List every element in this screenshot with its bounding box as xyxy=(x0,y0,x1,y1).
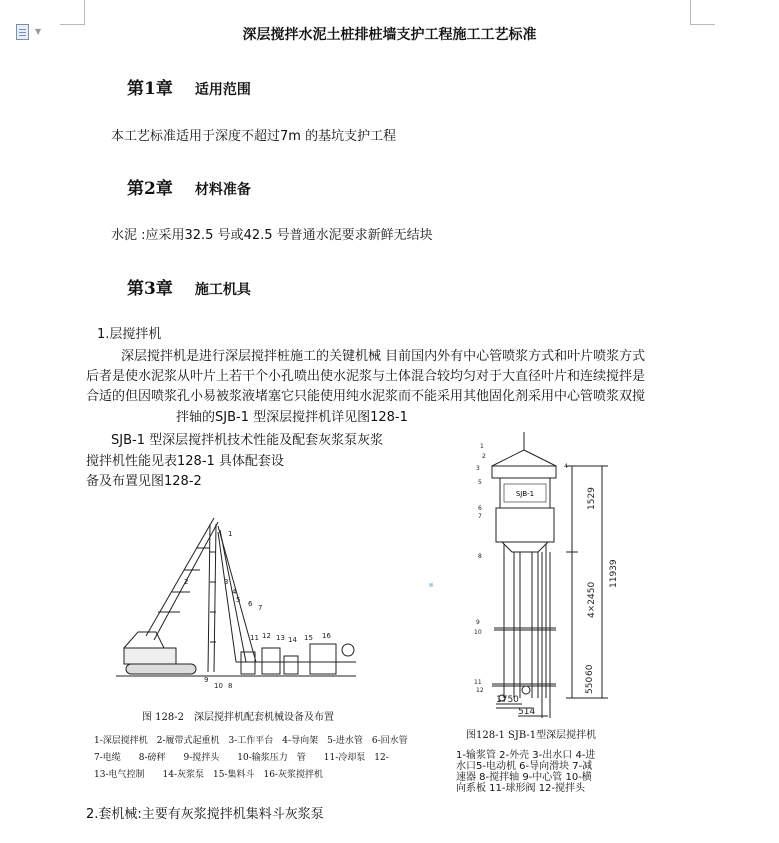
body-line: 搅拌机性能见表128-1 具体配套设 xyxy=(86,454,284,469)
figure-label: 6 xyxy=(478,505,482,512)
figure-legend-line: 1-输浆管 2-外壳 3-出水口 4-进 xyxy=(456,750,596,761)
figure-label: 12 xyxy=(476,687,484,694)
dimension-label: 4×2450 xyxy=(587,581,597,618)
dimension-label: 1529 xyxy=(587,487,597,510)
chapter-name: 适用范围 xyxy=(194,82,251,98)
body-line: 后者是使水泥浆从叶片上若干个小孔喷出使水泥浆与土体混合较均匀对于大直径叶片和连续搅拌是 xyxy=(86,369,646,384)
body-line: 拌轴的SJB-1 型深层搅拌机详见图128-1 xyxy=(176,410,408,425)
figure-label: 3 xyxy=(224,578,229,586)
figure-label: 3 xyxy=(476,465,480,472)
figure-label: 16 xyxy=(322,632,331,640)
figure-legend xyxy=(456,750,636,794)
figure-label: 5 xyxy=(478,479,482,486)
body-line: SJB-1 型深层搅拌机技术性能及配套灰浆泵灰浆 xyxy=(111,433,384,448)
figure-label: 8 xyxy=(478,553,482,560)
figure-legend-line: 水口5-电动机 6-导向滑块 7-减 xyxy=(456,761,593,772)
figure-legend-line: 向系板 11-球形阀 12-搅拌头 xyxy=(456,783,586,794)
figure-label: 1 xyxy=(228,530,233,538)
figure-legend-line: 13-电气控制 14-灰浆泵 15-集料斗 16-灰浆搅拌机 xyxy=(94,770,323,780)
dimension-label: 11939 xyxy=(609,559,619,588)
figure-caption: 图 128-2 深层搅拌机配套机械设备及布置 xyxy=(142,712,335,723)
chapter-number: 第3章 xyxy=(127,279,173,299)
dimension-label: 60 xyxy=(585,664,595,676)
chapter-number: 第2章 xyxy=(127,179,173,199)
figure-label: 2 xyxy=(482,453,486,460)
dimension-label: 514 xyxy=(518,707,536,717)
figure-label: 9 xyxy=(476,619,480,626)
figure-label: 6 xyxy=(248,600,253,608)
dimension-label: 1750 xyxy=(496,695,519,705)
chevron-down-icon[interactable]: ▼ xyxy=(35,27,42,36)
figure-label: 7 xyxy=(258,604,263,612)
body-line: 深层搅拌机是进行深层搅拌桩施工的关键机械 目前国内外有中心管喷浆方式和叶片喷浆方式 xyxy=(121,349,646,364)
mixer-diagram-figure xyxy=(452,428,632,798)
figure-label: 1 xyxy=(480,443,484,450)
figure-label: 13 xyxy=(276,634,285,642)
figure-legend-line: 速器 8-搅拌轴 9-中心管 10-横 xyxy=(456,772,592,783)
figure-label: 9 xyxy=(204,676,209,684)
margin-corner-left xyxy=(60,0,85,25)
figure-label: 15 xyxy=(304,634,313,642)
chapter-name: 施工机具 xyxy=(194,282,251,298)
body-line: 备及布置见图128-2 xyxy=(86,474,202,489)
figure-label: 12 xyxy=(262,632,271,640)
motor-label: SJB-1 xyxy=(515,490,535,498)
figure-label: 4 xyxy=(232,588,237,596)
figure-label: 10 xyxy=(474,629,482,636)
item-1-heading: 1.层搅拌机 xyxy=(97,327,162,342)
figure-label: 8 xyxy=(228,682,233,690)
chapter-3-heading xyxy=(127,274,251,299)
figure-label: 2 xyxy=(184,578,189,586)
figure-legend-line: 1-深层搅拌机 2-履带式起重机 3-工作平台 4-导向架 5-进水管 6-回水管 xyxy=(94,736,408,746)
figure-label: 11 xyxy=(474,679,482,686)
figure-legend-line: 7-电缆 8-磅秤 9-搅拌头 10-输浆压力 管 11-冷却泵 12- xyxy=(94,753,389,763)
figure-label: 4 xyxy=(564,463,568,470)
chapter-1-body: 本工艺标准适用于深度不超过7m 的基坑支护工程 xyxy=(111,129,397,144)
chapter-1-heading xyxy=(127,74,251,99)
figure-label: 7 xyxy=(478,513,482,520)
figure-label: 14 xyxy=(288,636,297,644)
body-line: 合适的但因喷浆孔小易被浆液堵塞它只能使用纯水泥浆而不能采用其他固化剂采用中心管喷浆双搅 xyxy=(86,389,646,404)
watermark: ✦ xyxy=(425,579,440,592)
document-title: 深层搅拌水泥土桩排桩墙支护工程施工工艺标准 xyxy=(242,27,537,43)
figure-caption: 图128-1 SJB-1型深层搅拌机 xyxy=(466,730,597,741)
chapter-number: 第1章 xyxy=(127,79,173,99)
figure-label: 11 xyxy=(250,634,259,642)
chapter-2-body: 水泥 :应采用32.5 号或42.5 号普通水泥要求新鲜无结块 xyxy=(111,228,433,243)
item-2-line: 2.套机械:主要有灰浆搅拌机集料斗灰浆泵 xyxy=(86,807,324,822)
figure-label: 10 xyxy=(214,682,223,690)
chapter-2-heading xyxy=(127,174,251,199)
figure-label: 5 xyxy=(236,596,241,604)
chapter-name: 材料准备 xyxy=(194,182,251,198)
dimension-label: 550 xyxy=(585,676,595,694)
margin-corner-right xyxy=(690,0,715,25)
